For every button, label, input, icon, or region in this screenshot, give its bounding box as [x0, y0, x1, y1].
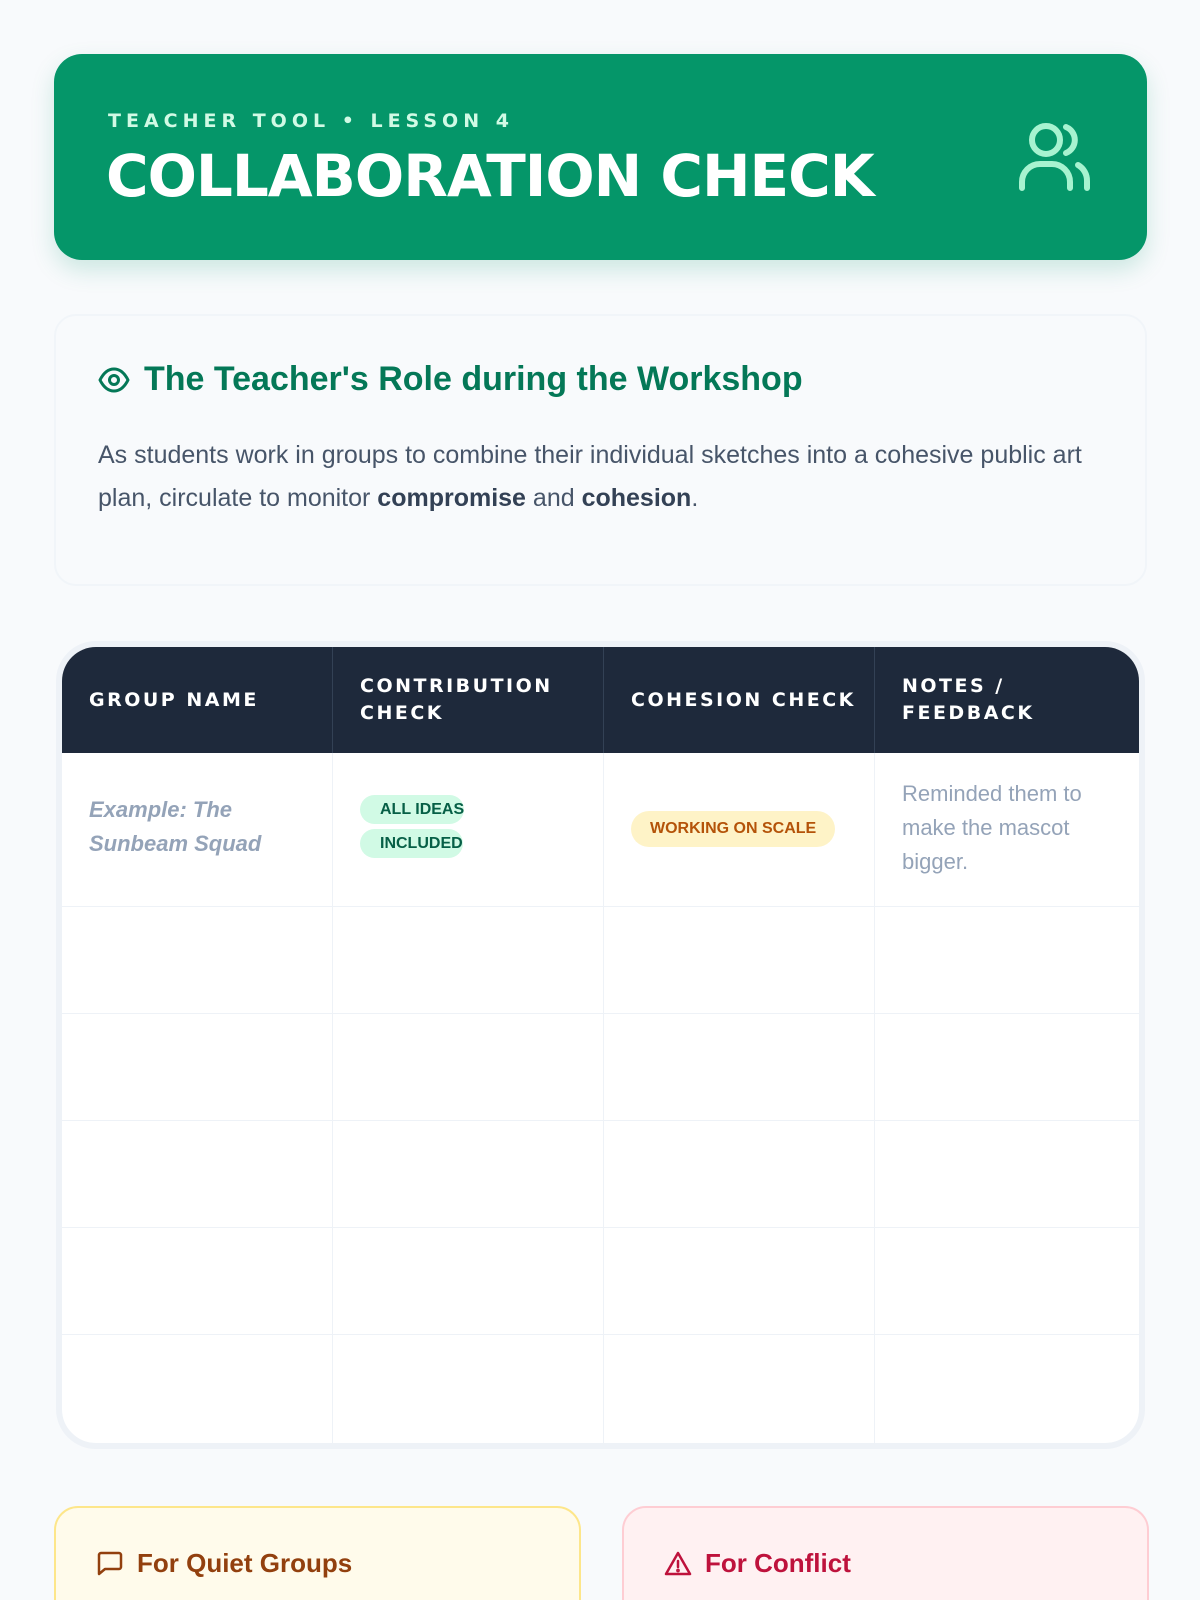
header-cohesion-check: COHESION CHECK: [604, 647, 875, 753]
header-notes-feedback: [875, 647, 1139, 753]
cell-group-name[interactable]: [62, 1335, 333, 1449]
role-text-end: .: [691, 484, 699, 512]
contribution-badge: [360, 793, 465, 861]
cell-cohesion[interactable]: [604, 1335, 875, 1449]
cell-group-name[interactable]: [62, 1228, 333, 1334]
cell-contribution[interactable]: [333, 1228, 604, 1334]
role-bold-compromise: compromise: [377, 484, 526, 512]
cell-group-name[interactable]: [62, 1121, 333, 1227]
table-row: [62, 1228, 1139, 1335]
cell-cohesion[interactable]: [604, 753, 875, 906]
cell-notes[interactable]: [875, 1014, 1139, 1120]
header-banner: [54, 54, 1147, 260]
tip-heading-quiet-text: For Quiet Groups: [137, 1548, 353, 1578]
cell-contribution[interactable]: [333, 1335, 604, 1449]
cell-notes[interactable]: [875, 1228, 1139, 1334]
tip-heading-conflict: [664, 1548, 851, 1579]
table-row: [62, 1014, 1139, 1121]
role-heading: [98, 360, 803, 399]
tip-heading-quiet: [96, 1548, 352, 1579]
table-row: [62, 1335, 1139, 1449]
cell-notes[interactable]: [875, 1121, 1139, 1227]
role-text-connector: and: [525, 484, 582, 512]
table-header: [62, 647, 1139, 753]
header-contribution-text: CONTRIBUTION CHECK: [360, 675, 553, 724]
page-title: COLLABORATION CHECK: [106, 142, 874, 210]
cell-contribution[interactable]: [333, 753, 604, 906]
cohesion-badge: WORKING ON SCALE: [631, 811, 835, 847]
role-text: As students work in groups to combine their individual sketches into a cohesive public art plan, circulate to monitor: [98, 441, 1082, 512]
header-notes-text: NOTES / FEEDBACK: [902, 675, 1035, 724]
cell-contribution[interactable]: [333, 1014, 604, 1120]
tip-heading-conflict-text: For Conflict: [705, 1548, 851, 1578]
header-contribution-check: [333, 647, 604, 753]
cell-cohesion[interactable]: [604, 1121, 875, 1227]
cell-cohesion[interactable]: [604, 907, 875, 1013]
message-square-icon: [96, 1550, 124, 1578]
contribution-badge-text: ALL IDEAS INCLUDED: [360, 795, 464, 858]
cell-contribution[interactable]: [333, 1121, 604, 1227]
cell-group-name[interactable]: [62, 907, 333, 1013]
collaboration-table: [56, 641, 1145, 1449]
table-row-example: [62, 753, 1139, 907]
table-row: [62, 1121, 1139, 1228]
cell-notes[interactable]: [875, 1335, 1139, 1449]
table-row: [62, 907, 1139, 1014]
header-group-name: GROUP NAME: [62, 647, 333, 753]
role-bold-cohesion: cohesion: [581, 484, 692, 512]
role-heading-text: The Teacher's Role during the Workshop: [144, 360, 803, 398]
cell-cohesion[interactable]: [604, 1228, 875, 1334]
cell-group-name[interactable]: [62, 1014, 333, 1120]
eyebrow-label: TEACHER TOOL • LESSON 4: [108, 110, 514, 132]
cell-notes[interactable]: [875, 753, 1139, 906]
role-description: [98, 434, 1088, 520]
cell-contribution[interactable]: [333, 907, 604, 1013]
cell-notes[interactable]: [875, 907, 1139, 1013]
eye-icon: [98, 364, 130, 396]
example-group-name: Example: The Sunbeam Squad: [89, 797, 262, 856]
example-notes: Reminded them to make the mascot bigger.: [902, 781, 1082, 874]
teacher-role-card: [54, 314, 1147, 586]
users-icon: [1014, 118, 1094, 198]
cell-cohesion[interactable]: [604, 1014, 875, 1120]
alert-triangle-icon: [664, 1550, 692, 1578]
tip-card-quiet-groups: [54, 1506, 581, 1600]
tip-card-conflict: [622, 1506, 1149, 1600]
cell-group-name[interactable]: [62, 753, 333, 906]
